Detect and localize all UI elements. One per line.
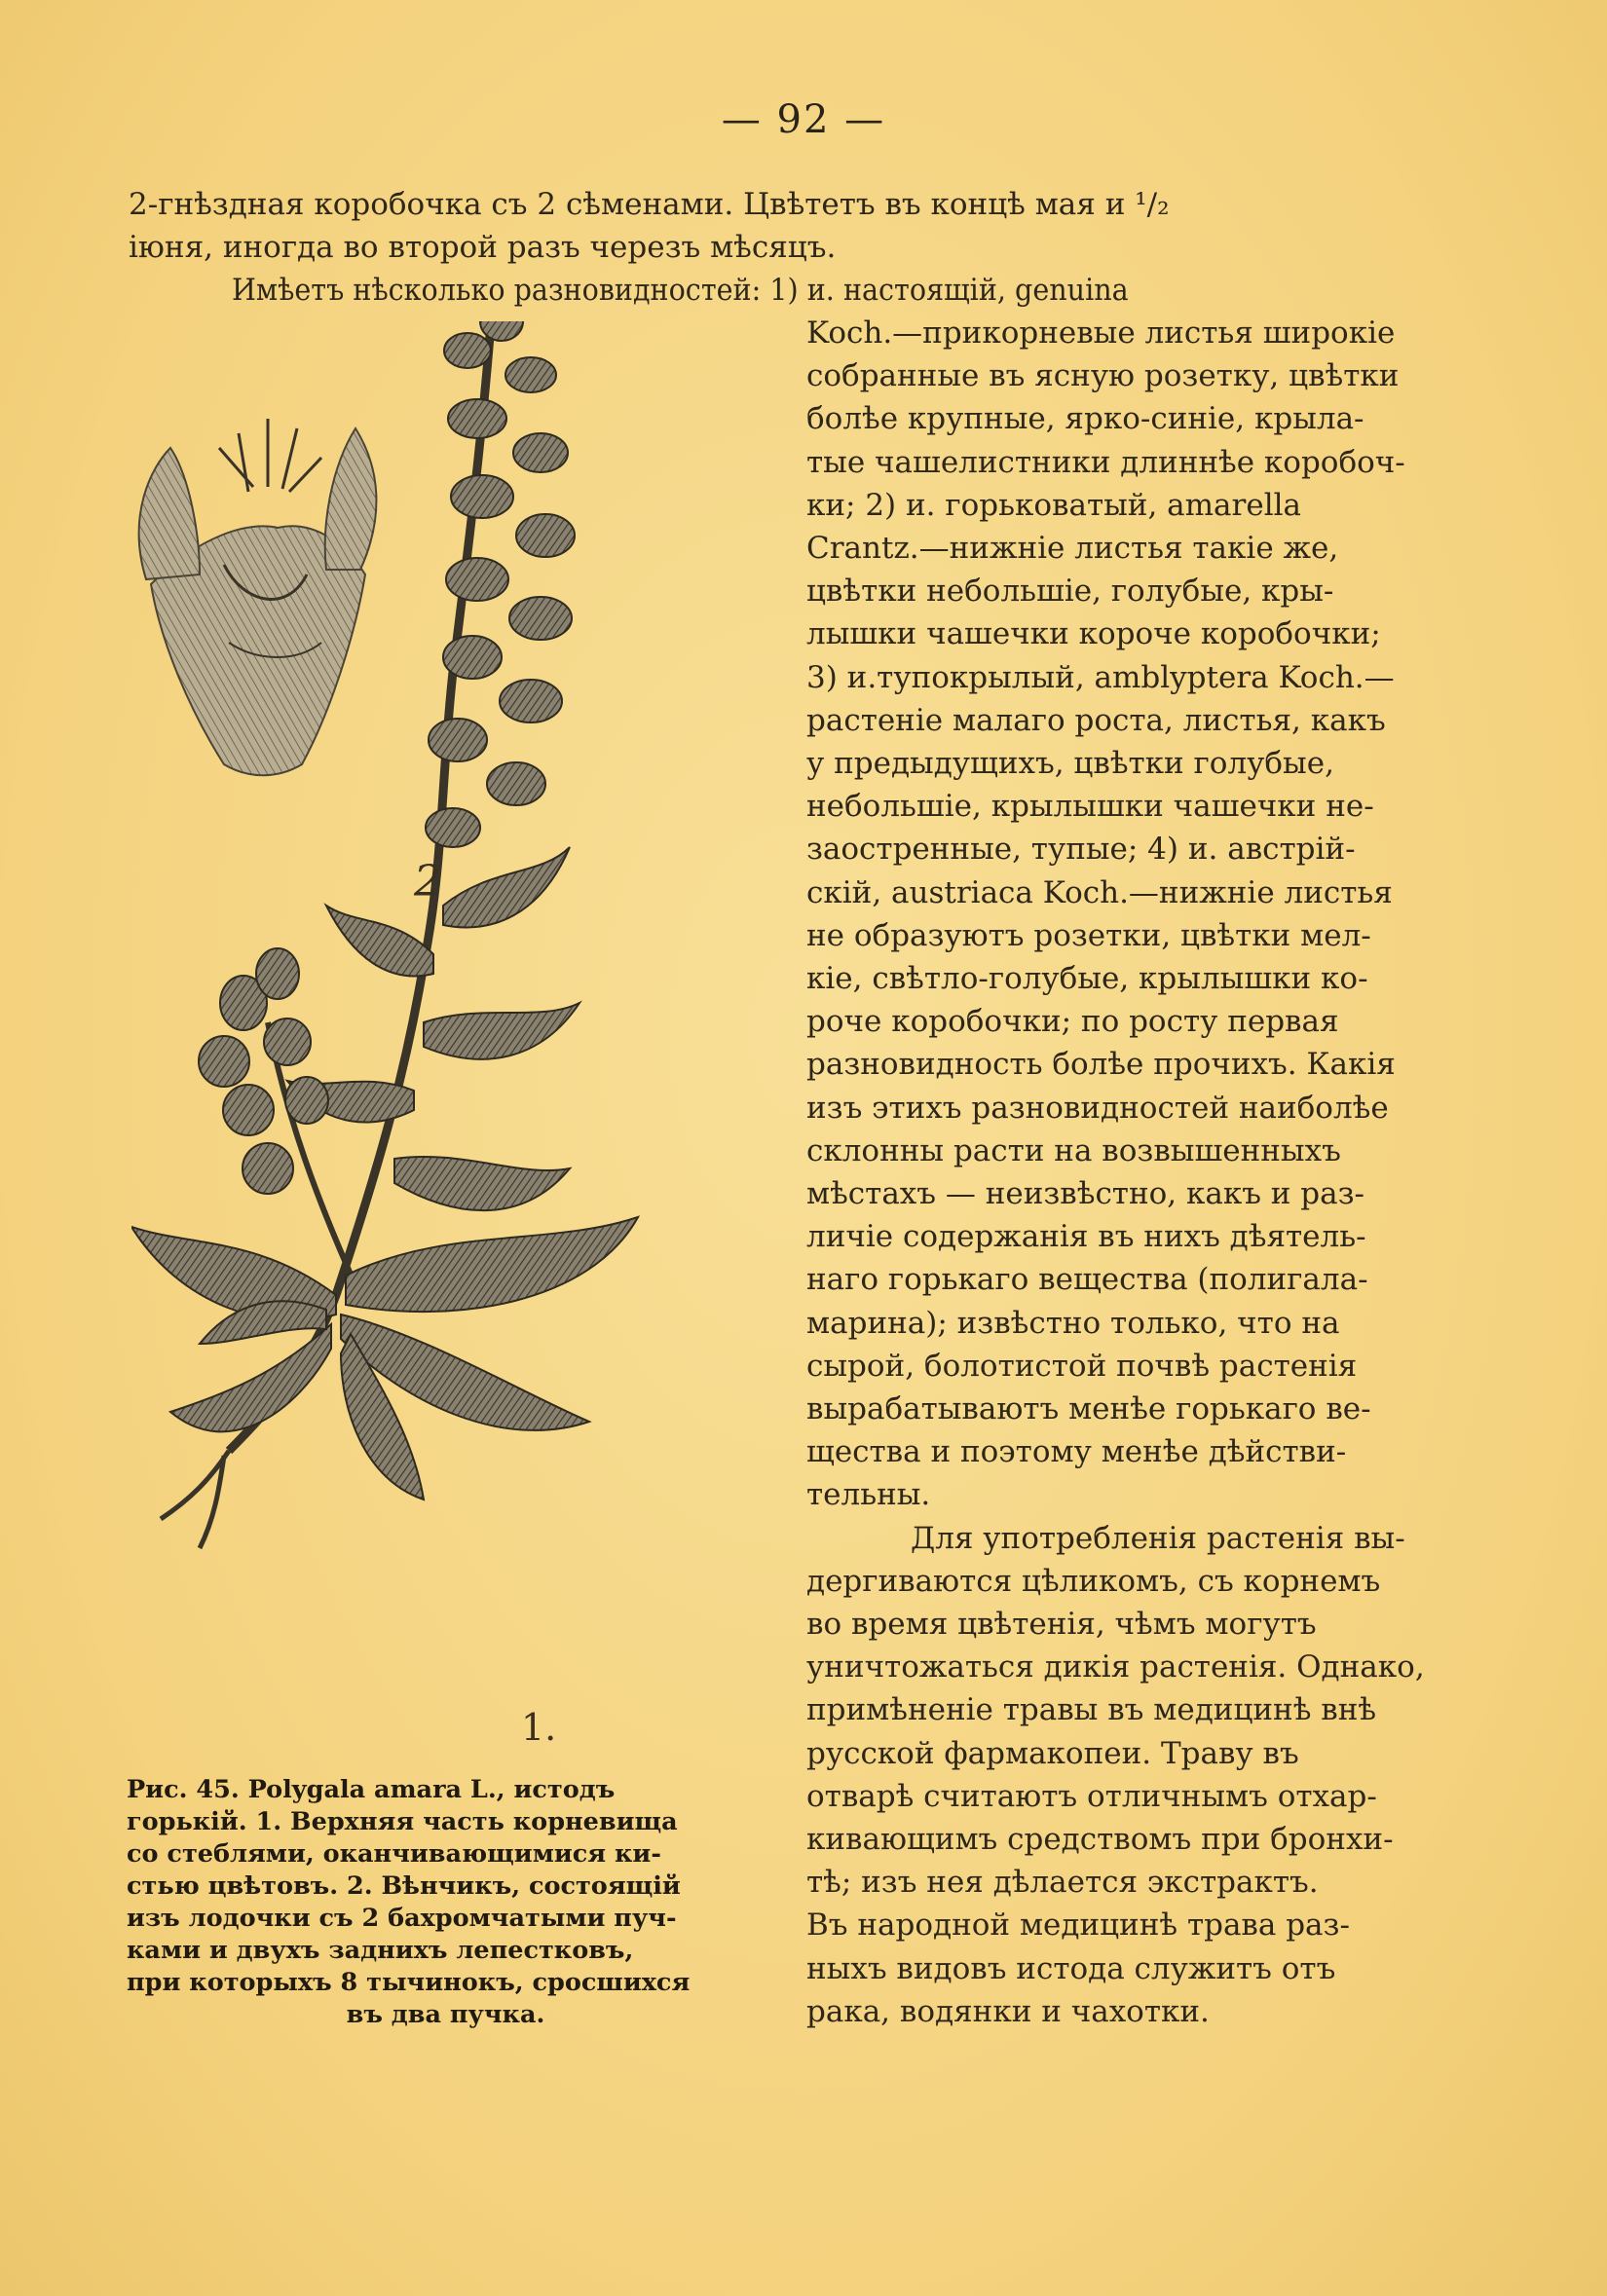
text-line: сырой, болотистой почвѣ растенія <box>806 1348 1358 1384</box>
text-line: небольшіе, крылышки чашечки не- <box>806 789 1374 825</box>
text-line: заостренные, тупые; 4) и. австрій- <box>806 832 1356 868</box>
text-line: дергиваются цѣликомъ, съ корнемъ <box>806 1563 1381 1599</box>
root <box>161 1451 229 1548</box>
text-line: во время цвѣтенія, чѣмъ могутъ <box>806 1607 1317 1642</box>
corolla-detail <box>139 419 377 775</box>
text-line: ныхъ видовъ истода служитъ отъ <box>806 1950 1336 1986</box>
text-line: щества и поэтому менѣе дѣйстви- <box>806 1434 1347 1470</box>
text-line: тые чашелистники длиннѣе коробоч- <box>806 444 1405 480</box>
caption-line: въ два пучка. <box>346 2000 545 2029</box>
text-line: 3) и.тупокрылый, amblyptera Koch.— <box>806 659 1395 695</box>
text-line: тельны. <box>806 1477 931 1513</box>
text-line: тѣ; изъ нея дѣлается экстрактъ. <box>806 1865 1319 1901</box>
text-line: растеніе малаго роста, листья, какъ <box>806 702 1386 738</box>
plant-illustration <box>131 321 774 1743</box>
text-line: русской фармакопеи. Траву въ <box>806 1735 1299 1771</box>
caption-line: горькій. 1. Верхняя часть корневища <box>127 1807 678 1836</box>
rosette-leaves <box>131 1217 638 1500</box>
text-line: отварѣ считаютъ отличнымъ отхар- <box>806 1778 1377 1814</box>
text-line: уничтожаться дикія растенія. Однако, <box>806 1649 1425 1685</box>
text-line: ки; 2) и. горьковатый, amarella <box>806 487 1302 523</box>
figure-label-2: 2 <box>414 857 441 907</box>
text-line: вырабатываютъ менѣе горькаго ве- <box>806 1391 1371 1426</box>
caption-line: изъ лодочки съ 2 бахромчатыми пуч- <box>127 1904 677 1933</box>
text-line: разновидность болѣе прочихъ. Какія <box>806 1047 1396 1083</box>
text-line: примѣненіе травы въ медицинѣ внѣ <box>806 1692 1377 1728</box>
text-line: Для употребленія растенія вы- <box>911 1520 1405 1556</box>
text-line: Имѣетъ нѣсколько разновидностей: 1) и. настоящій, genuina <box>232 273 1129 308</box>
figure-caption <box>127 1774 765 2031</box>
text-line: болѣе крупные, ярко-синіе, крыла- <box>806 401 1364 437</box>
text-line: лышки чашечки короче коробочки; <box>806 616 1381 652</box>
text-line: рака, водянки и чахотки. <box>806 1993 1210 2029</box>
caption-line: ками и двухъ заднихъ лепестковъ, <box>127 1936 634 1965</box>
text-line: роче коробочки; по росту первая <box>806 1004 1339 1040</box>
text-line: склонны расти на возвышенныхъ <box>806 1132 1341 1168</box>
text-line: 2-гнѣздная коробочка съ 2 сѣменами. Цвѣтетъ въ концѣ мая и ¹/₂ <box>129 187 1170 222</box>
caption-line: стью цвѣтовъ. 2. Вѣнчикъ, состоящій <box>127 1871 681 1901</box>
text-line: Koch.—прикорневые листья широкіе <box>806 315 1396 351</box>
figure-label-1: 1. <box>521 1706 557 1749</box>
text-line: скій, austriaca Koch.—нижніе листья <box>806 874 1393 910</box>
text-line: іюня, иногда во второй разъ черезъ мѣсяцъ. <box>129 230 837 265</box>
flower-raceme-left <box>199 948 328 1194</box>
text-line: не образуютъ розетки, цвѣтки мел- <box>806 917 1371 953</box>
page-number: — 92 — <box>721 97 886 142</box>
text-line: кивающимъ средствомъ при бронхи- <box>806 1822 1394 1857</box>
text-line: кіе, свѣтло-голубые, крылышки ко- <box>806 961 1368 996</box>
text-line: личіе содержанія въ нихъ дѣятель- <box>806 1219 1366 1255</box>
text-line: цвѣтки небольшіе, голубые, кры- <box>806 574 1334 610</box>
caption-line: при которыхъ 8 тычинокъ, сросшихся <box>127 1968 691 1997</box>
text-line: наго горькаго вещества (полигала- <box>806 1262 1368 1298</box>
caption-line: Рис. 45. Polygala amara L., истодъ <box>127 1775 616 1804</box>
text-line: у предыдущихъ, цвѣтки голубые, <box>806 746 1334 781</box>
text-line: Въ народной медицинѣ трава раз- <box>806 1907 1350 1944</box>
text-line: мѣстахъ — неизвѣстно, какъ и раз- <box>806 1176 1365 1211</box>
text-line: собранные въ ясную розетку, цвѣтки <box>806 358 1400 394</box>
text-line: изъ этихъ разновидностей наиболѣе <box>806 1090 1389 1126</box>
text-line: Crantz.—нижніе листья такіе же, <box>806 531 1339 566</box>
caption-line: со стеблями, оканчивающимися ки- <box>127 1839 661 1869</box>
text-line: марина); извѣстно только, что на <box>806 1305 1340 1341</box>
